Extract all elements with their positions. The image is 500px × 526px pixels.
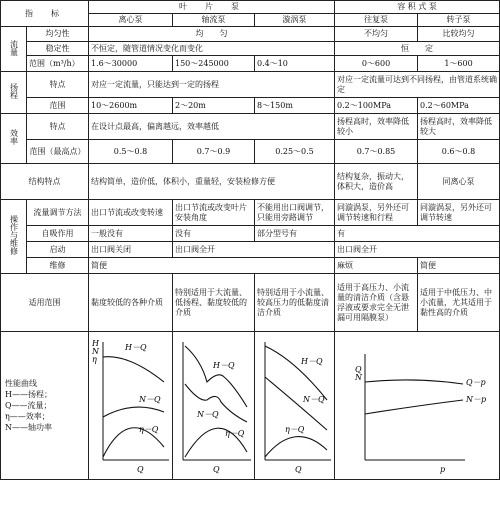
efficiency-feature-rotor: 扬程高时，效率降低较大 — [418, 114, 500, 140]
group-flow — [1, 27, 27, 72]
op-maint-recip: 麻烦 — [335, 258, 418, 274]
label-qp: Q－p — [466, 378, 486, 387]
head-feature-label: 特点 — [27, 72, 89, 98]
application-axial: 特别适用于大流量、低扬程、黏度较低的介质 — [173, 274, 255, 332]
label-p-axis: p — [440, 465, 446, 474]
structure-vane: 结构简单，造价低，体积小，重量轻，安装检修方便 — [89, 164, 335, 200]
head-range-centrifugal: 10～2600m — [89, 98, 173, 114]
op-selfprime-label: 自吸作用 — [27, 226, 89, 242]
curve-centrifugal — [89, 332, 173, 480]
efficiency-range-centrifugal: 0.5～0.8 — [89, 140, 173, 164]
efficiency-range-rotor: 0.6～0.8 — [418, 140, 500, 164]
label-etaq: η－Q — [285, 425, 305, 434]
efficiency-range-label: 范围（最高点） — [27, 140, 89, 164]
curve-positive — [335, 332, 500, 480]
flow-range-centrifugal: 1.6～30000 — [89, 56, 173, 72]
h-q-curve — [185, 346, 247, 407]
application-vortex: 特别适用于小流量、较高压力的低黏度清洁介质 — [255, 274, 335, 332]
legend-q: Q——流量； — [5, 401, 52, 410]
curves-title: 性能曲线 — [5, 379, 37, 388]
n-q-curve — [103, 407, 164, 417]
h-q-curve — [265, 346, 327, 400]
flow-range-axial: 150～245000 — [173, 56, 255, 72]
op-flowadj-label: 流量调节方法 — [27, 200, 89, 226]
group-efficiency — [1, 114, 27, 164]
head-range-axial: 2～20m — [173, 98, 255, 114]
label-eta: η — [92, 355, 97, 364]
header-vane-pumps: 叶 片 泵 — [89, 1, 335, 14]
head-range-vortex: 8～150m — [255, 98, 335, 114]
op-maint-label: 维修 — [27, 258, 89, 274]
op-flowadj-axial: 出口节流或改变叶片安装角度 — [173, 200, 255, 226]
head-range-recip: 0.2～100MPa — [335, 98, 418, 114]
application-centrifugal: 黏度较低的各种介质 — [89, 274, 173, 332]
header-axial: 轴流泵 — [173, 14, 255, 27]
eta-q-curve — [265, 437, 327, 457]
positive-curve-svg — [335, 332, 500, 479]
structure-recip: 结构复杂，振动大，体积大，造价高 — [335, 164, 418, 200]
label-hq: H－Q — [213, 361, 235, 370]
op-selfprime-centrifugal: 一般没有 — [89, 226, 173, 242]
application-label: 适用范围 — [1, 274, 89, 332]
op-maint-vane: 简便 — [89, 258, 335, 274]
op-maint-rotor: 简便 — [418, 258, 500, 274]
flow-stability-label: 稳定性 — [27, 42, 89, 56]
flow-stability-vane: 不恒定，随管道情况变化而变化 — [89, 42, 335, 56]
label-n: N — [92, 347, 99, 356]
header-rotor: 转子泵 — [418, 14, 500, 27]
group-efficiency-label: 效率 — [9, 129, 19, 145]
op-start-positive: 出口阀全开 — [335, 242, 500, 258]
group-head-label: 扬程 — [9, 83, 19, 99]
label-q-axis: Q — [213, 465, 220, 474]
flow-range-label: 范围（m³/h） — [27, 56, 89, 72]
efficiency-feature-label: 特点 — [27, 114, 89, 140]
efficiency-range-vortex: 0.25～0.5 — [255, 140, 335, 164]
op-flowadj-rotor: 同漩涡泵，另外还可调节转速 — [418, 200, 500, 226]
op-selfprime-axial: 没有 — [173, 226, 255, 242]
group-operation-label: 操作与维修 — [9, 215, 19, 255]
head-feature-positive: 对应一定流量可达到不同扬程，由管道系统确定 — [335, 72, 500, 98]
header-vortex: 漩涡泵 — [255, 14, 335, 27]
vortex-curve-svg — [255, 332, 334, 479]
label-n: N — [355, 373, 363, 382]
curve-vortex — [255, 332, 335, 480]
curve-axial — [173, 332, 255, 480]
flow-stability-positive: 恒 定 — [335, 42, 500, 56]
op-start-axial-vortex: 出口阀全开 — [173, 242, 335, 258]
application-rotor: 适用于中低压力、中小流量，尤其适用于黏性高的介质 — [418, 274, 500, 332]
flow-range-vortex: 0.4～10 — [255, 56, 335, 72]
flow-uniformity-label: 均匀性 — [27, 27, 89, 42]
op-flowadj-centrifugal: 出口节流或改变转速 — [89, 200, 173, 226]
label-hq: H－Q — [301, 357, 323, 366]
structure-label: 结构特点 — [1, 164, 89, 200]
efficiency-range-recip: 0.7～0.85 — [335, 140, 418, 164]
curves-legend — [1, 332, 89, 480]
efficiency-feature-vane: 在设计点最高，偏离越远，效率越低 — [89, 114, 335, 140]
op-start-label: 启动 — [27, 242, 89, 258]
efficiency-feature-recip: 扬程高时，效率降低较小 — [335, 114, 418, 140]
flow-uniformity-recip: 不均匀 — [335, 27, 418, 42]
n-p-curve — [365, 400, 463, 414]
op-selfprime-vortex: 部分型号有 — [255, 226, 335, 242]
label-etaq: η－Q — [225, 429, 245, 438]
op-flowadj-recip: 同漩涡泵，另外还可调节转速和行程 — [335, 200, 418, 226]
label-q: Q — [355, 365, 362, 374]
flow-uniformity-vane: 均 匀 — [89, 27, 335, 42]
axial-curve-svg — [173, 332, 254, 479]
q-p-curve — [365, 380, 463, 384]
group-operation — [1, 200, 27, 274]
h-q-curve — [103, 357, 164, 382]
centrifugal-curve-svg — [89, 332, 172, 479]
application-recip: 适用于高压力、小流量的清洁介质（含悬浮液或要求完全无泄漏可用隔膜泵） — [335, 274, 418, 332]
legend-eta: η——效率； — [5, 412, 50, 421]
flow-range-recip: 0～600 — [335, 56, 418, 72]
label-q-axis: Q — [295, 465, 302, 474]
label-nq: N－Q — [139, 395, 161, 404]
flow-range-rotor: 1～600 — [418, 56, 500, 72]
legend-h: H——扬程； — [5, 390, 52, 399]
header-indicator: 指 标 — [1, 1, 89, 27]
label-nq: N－Q — [303, 395, 325, 404]
op-selfprime-positive: 有 — [335, 226, 500, 242]
op-flowadj-vortex: 不能用出口阀调节，只能用旁路调节 — [255, 200, 335, 226]
label-hq: H－Q — [125, 343, 147, 352]
head-range-label: 范围 — [27, 98, 89, 114]
label-h: H — [92, 339, 99, 348]
efficiency-range-axial: 0.7～0.9 — [173, 140, 255, 164]
header-reciprocating: 往复泵 — [335, 14, 418, 27]
header-positive-pumps: 容 积 式 泵 — [335, 1, 500, 14]
head-feature-vane: 对应一定流量，只能达到一定的扬程 — [89, 72, 335, 98]
label-q-axis: Q — [137, 465, 144, 474]
op-start-centrifugal: 出口阀关闭 — [89, 242, 173, 258]
group-head — [1, 72, 27, 114]
legend-n: N——轴功率 — [5, 423, 52, 432]
group-flow-label: 流量 — [9, 39, 19, 56]
structure-rotor: 同离心泵 — [418, 164, 500, 200]
header-centrifugal: 离心泵 — [89, 14, 173, 27]
flow-uniformity-rotor: 比较均匀 — [418, 27, 500, 42]
label-np: N－p — [466, 395, 487, 404]
label-etaq: η－Q — [139, 425, 159, 434]
label-nq: N－Q — [197, 410, 219, 419]
head-range-rotor: 0.2～60MPa — [418, 98, 500, 114]
